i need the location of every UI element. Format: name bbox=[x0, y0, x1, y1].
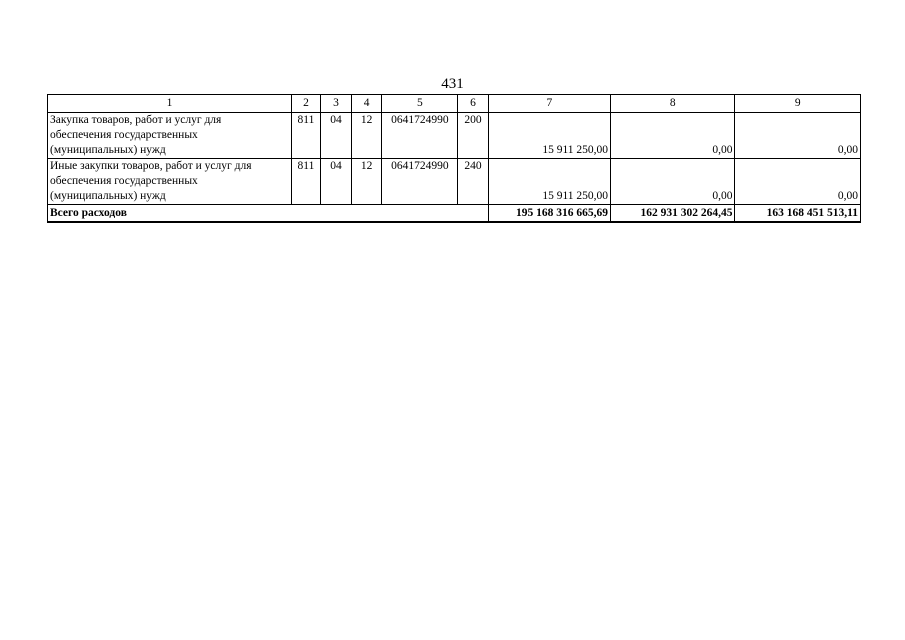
description-line: Закупка товаров, работ и услуг для bbox=[50, 114, 222, 126]
table-row bbox=[48, 159, 861, 205]
budget-table bbox=[47, 94, 861, 223]
subsection-code: 12 bbox=[352, 159, 382, 205]
column-header-3: 3 bbox=[320, 95, 351, 113]
section-code: 04 bbox=[320, 159, 351, 205]
description-line: (муниципальных) нужд bbox=[50, 144, 166, 156]
column-header-4: 4 bbox=[352, 95, 382, 113]
page-number: 431 bbox=[441, 76, 464, 92]
expense-type-code: 240 bbox=[458, 159, 488, 205]
description-line: обеспечения государственных bbox=[50, 129, 198, 141]
subsection-code: 12 bbox=[352, 113, 382, 159]
total-amount-col7: 195 168 316 665,69 bbox=[488, 205, 610, 223]
amount-col8: 0,00 bbox=[611, 159, 735, 205]
description-line: обеспечения государственных bbox=[50, 175, 198, 187]
amount-col9: 0,00 bbox=[735, 113, 861, 159]
column-header-5: 5 bbox=[382, 95, 458, 113]
total-label: Всего расходов bbox=[48, 205, 489, 223]
row-description bbox=[48, 113, 292, 159]
column-header-2: 2 bbox=[291, 95, 320, 113]
total-amount-col9: 163 168 451 513,11 bbox=[735, 205, 861, 223]
amount-col7: 15 911 250,00 bbox=[488, 159, 610, 205]
column-header-6: 6 bbox=[458, 95, 488, 113]
header-row bbox=[48, 95, 861, 113]
table-row bbox=[48, 113, 861, 159]
section-code: 04 bbox=[320, 113, 351, 159]
amount-col7: 15 911 250,00 bbox=[488, 113, 610, 159]
total-row bbox=[48, 205, 861, 223]
department-code: 811 bbox=[291, 113, 320, 159]
department-code: 811 bbox=[291, 159, 320, 205]
target-article-code: 0641724990 bbox=[382, 113, 458, 159]
column-header-7: 7 bbox=[488, 95, 610, 113]
target-article-code: 0641724990 bbox=[382, 159, 458, 205]
column-header-1: 1 bbox=[48, 95, 292, 113]
row-description bbox=[48, 159, 292, 205]
column-header-9: 9 bbox=[735, 95, 861, 113]
amount-col9: 0,00 bbox=[735, 159, 861, 205]
column-header-8: 8 bbox=[611, 95, 735, 113]
expense-type-code: 200 bbox=[458, 113, 488, 159]
amount-col8: 0,00 bbox=[611, 113, 735, 159]
total-amount-col8: 162 931 302 264,45 bbox=[611, 205, 735, 223]
description-line: Иные закупки товаров, работ и услуг для bbox=[50, 160, 252, 172]
description-line: (муниципальных) нужд bbox=[50, 190, 166, 202]
